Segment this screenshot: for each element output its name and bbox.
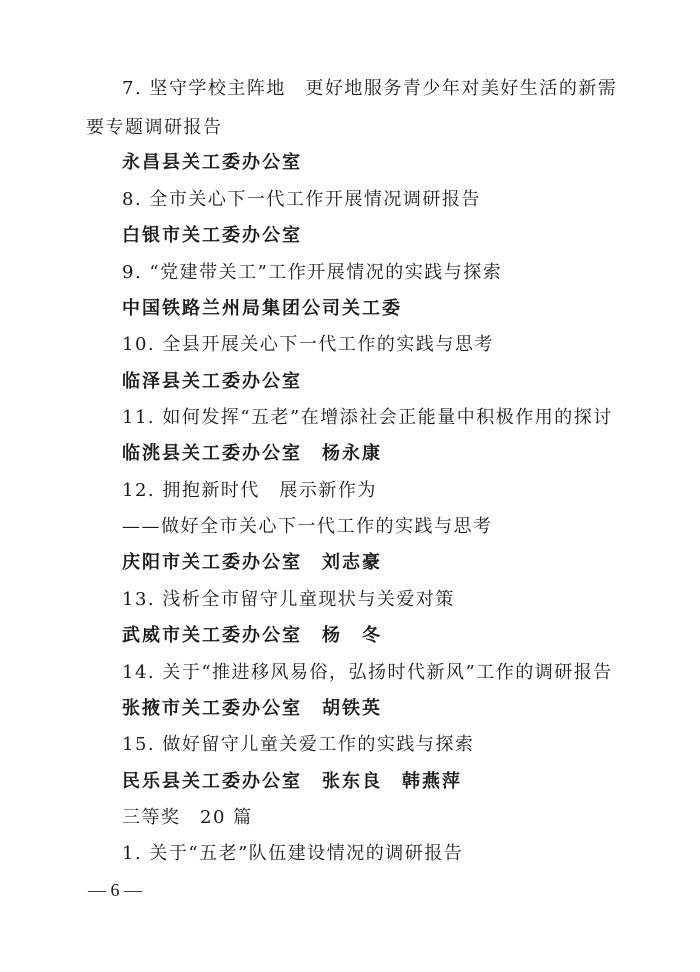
entry-11-title: 11. 如何发挥“五老”在增添社会正能量中积极作用的探讨 (122, 407, 613, 428)
entry-7-title-line2: 要专题调研报告 (86, 117, 223, 138)
entry-7-org: 永昌县关工委办公室 (122, 152, 302, 173)
entry-7-title-line1: 7. 坚守学校主阵地 更好地服务青少年对美好生活的新需 (122, 78, 618, 99)
entry-9-title: 9. “党建带关工”工作开展情况的实践与探索 (122, 262, 503, 283)
entry-8-title: 8. 全市关心下一代工作开展情况调研报告 (122, 189, 481, 210)
entry-13-title: 13. 浅析全市留守儿童现状与关爱对策 (122, 589, 455, 610)
entry-14-title: 14. 关于“推进移风易俗，弘扬时代新风”工作的调研报告 (122, 662, 613, 683)
entry-14-org: 张掖市关工委办公室 胡铁英 (122, 698, 382, 719)
entry-8-org: 白银市关工委办公室 (122, 225, 302, 246)
entry-15-org: 民乐县关工委办公室 张东良 韩燕萍 (122, 771, 462, 792)
section-heading-third-prize: 三等奖 20 篇 (122, 807, 253, 828)
entry-12-title: 12. 拥抱新时代 展示新作为 (122, 480, 377, 501)
page-number: — 6 — (88, 880, 142, 900)
entry-12-subtitle: ——做好全市关心下一代工作的实践与思考 (122, 516, 493, 537)
entry-9-org: 中国铁路兰州局集团公司关工委 (122, 298, 402, 319)
third-prize-entry-1-title: 1. 关于“五老”队伍建设情况的调研报告 (122, 843, 464, 864)
entry-10-title: 10. 全县开展关心下一代工作的实践与思考 (122, 334, 494, 355)
entry-11-org: 临洮县关工委办公室 杨永康 (122, 443, 382, 464)
entry-12-org: 庆阳市关工委办公室 刘志豪 (122, 552, 382, 573)
entry-15-title: 15. 做好留守儿童关爱工作的实践与探索 (122, 734, 475, 755)
entry-10-org: 临泽县关工委办公室 (122, 371, 302, 392)
entry-13-org: 武威市关工委办公室 杨 冬 (122, 625, 382, 646)
